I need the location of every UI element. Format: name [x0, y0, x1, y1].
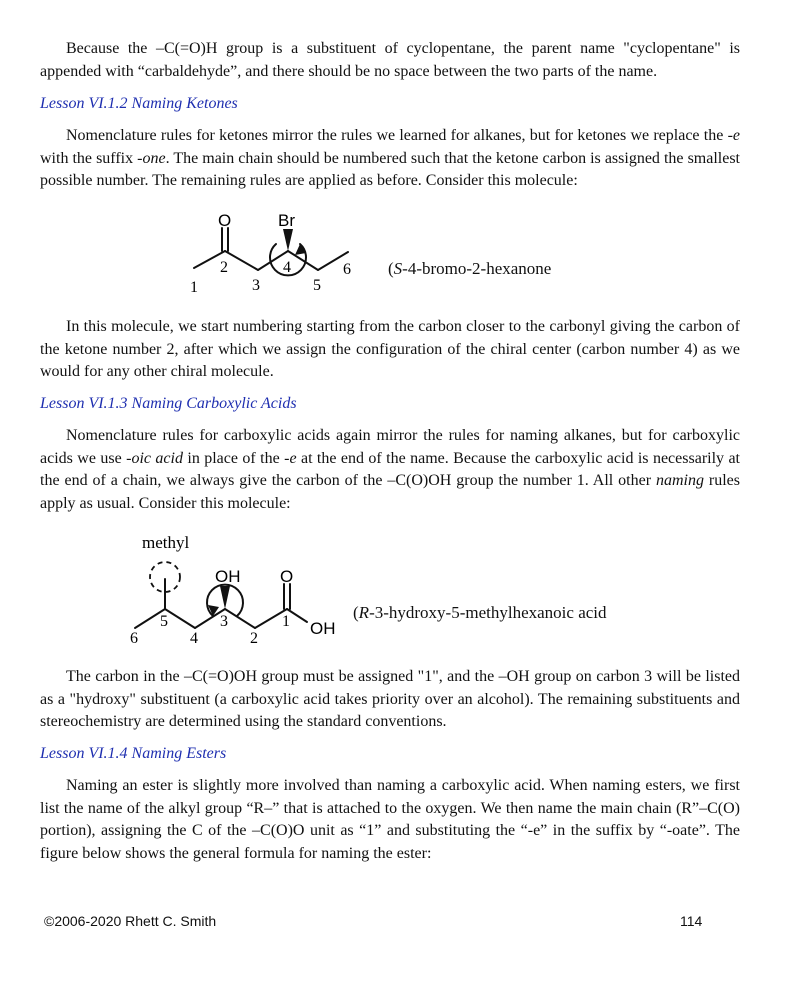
atom-oxygen: O	[280, 567, 294, 586]
text-run: in place of the	[182, 449, 285, 467]
compound-name: -3-hydroxy-5-methylhexanoic acid	[369, 603, 607, 622]
text-run: Nomenclature rules for ketones mirror the rules we learned for alkanes, but for ketones we replace the	[66, 127, 728, 144]
intro-paragraph	[40, 38, 740, 83]
ketones-paragraph-1	[40, 125, 740, 193]
ketone-skeletal-formula	[180, 208, 380, 303]
text-run: . The main chain should be numbered such that the ketone carbon is assigned the smallest possible number. The remaining rules are applied as before. Consider this molecule:	[40, 149, 740, 189]
text-run: with the suffix	[40, 149, 138, 167]
carbon-number: 4	[283, 259, 291, 276]
text-run-italic: -oic acid	[126, 449, 183, 467]
atom-acid-hydroxyl: OH	[310, 619, 336, 638]
carbon-number: 4	[190, 630, 198, 647]
carbon-number: 5	[313, 277, 321, 294]
heading-naming-ketones: Lesson VI.1.2 Naming Ketones	[40, 95, 238, 112]
carbon-number: 2	[220, 259, 228, 276]
acid-structure	[125, 532, 350, 647]
carbon-number: 1	[282, 613, 290, 630]
acids-paragraph-1	[40, 425, 740, 515]
text-run-italic: -e	[727, 127, 740, 144]
carbon-number: 2	[250, 630, 258, 647]
ketones-paragraph-2: In this molecule, we start numbering starting from the carbon closer to the carbonyl giving the carbon of the ketone number 2, after which we assign the configuration of the chiral center (carbon number 4) as we would for any other chiral molecule.	[40, 318, 740, 380]
bond	[165, 609, 195, 628]
carbon-number: 6	[343, 261, 351, 278]
esters-paragraph-1: Naming an ester is slightly more involved than naming a carboxylic acid. When naming esters, we first list the name of the alkyl group “R–” that is attached to the oxygen. We then name the main chain (R”–C(O) portion), assigning the C of the –C(O)O unit as “1” and substituting the “-e” in the suffix by “-oate”. The figure below shows the general formula for naming the ester:	[40, 777, 740, 862]
bond	[225, 251, 258, 270]
text-run-italic: -one	[137, 149, 166, 167]
acids-paragraph-2: The carbon in the –C(=O)OH group must be assigned "1", and the –OH group on carbon 3 will be listed as a "hydroxy" substituent (a carboxylic acid takes priority over an alcohol). The remaining substituents and stereochemistry are determined using the standard conventions.	[40, 668, 740, 730]
bond	[287, 609, 307, 622]
acid-skeletal-formula	[125, 532, 350, 647]
atom-hydroxyl: OH	[215, 567, 241, 586]
carbon-number: 3	[220, 613, 228, 630]
text-run: Nomenclature rules for carboxylic acids again mirror the rules for naming alkanes, but for carboxylic acids we use	[40, 427, 740, 467]
footer-copyright: ©2006-2020 Rhett C. Smith	[44, 913, 217, 929]
wedge-bond	[220, 586, 230, 609]
acid-name: (R-3-hydroxy-5-methylhexanoic acid	[353, 603, 607, 622]
carbon-number: 6	[130, 630, 138, 647]
atom-bromine: Br	[278, 211, 295, 230]
configuration-letter: S	[393, 259, 403, 278]
ketone-name: (S-4-bromo-2-hexanone	[388, 259, 552, 278]
text-run-italic: naming	[655, 472, 704, 489]
methyl-label: methyl	[142, 533, 190, 552]
wedge-bond	[283, 229, 293, 251]
footer-page-number: 114	[680, 913, 703, 929]
text-run-italic: -e	[284, 449, 297, 467]
compound-name: -4-bromo-2-hexanone	[402, 259, 552, 278]
configuration-letter: R	[358, 603, 370, 622]
carbon-number: 3	[252, 277, 260, 294]
atom-oxygen: O	[218, 211, 232, 230]
intro-text: Because the –C(=O)H group is a substituent of cyclopentane, the parent name "cyclopentane" is appended with “carbaldehyde”, and there should be no space between the two parts of the name.	[40, 40, 740, 80]
text-run: rules apply as usual. Consider this molecule:	[40, 472, 740, 512]
carbon-number: 1	[190, 279, 198, 296]
carbon-number: 5	[160, 613, 168, 630]
text-run: at the end of the name. Because the carboxylic acid is necessarily at the end of a chain, we always give the carbon of the –C(O)OH group the number 1. All other	[40, 449, 740, 489]
heading-naming-esters: Lesson VI.1.4 Naming Esters	[40, 745, 227, 762]
heading-naming-carboxylic-acids: Lesson VI.1.3 Naming Carboxylic Acids	[40, 395, 297, 412]
ketone-structure	[180, 208, 380, 303]
